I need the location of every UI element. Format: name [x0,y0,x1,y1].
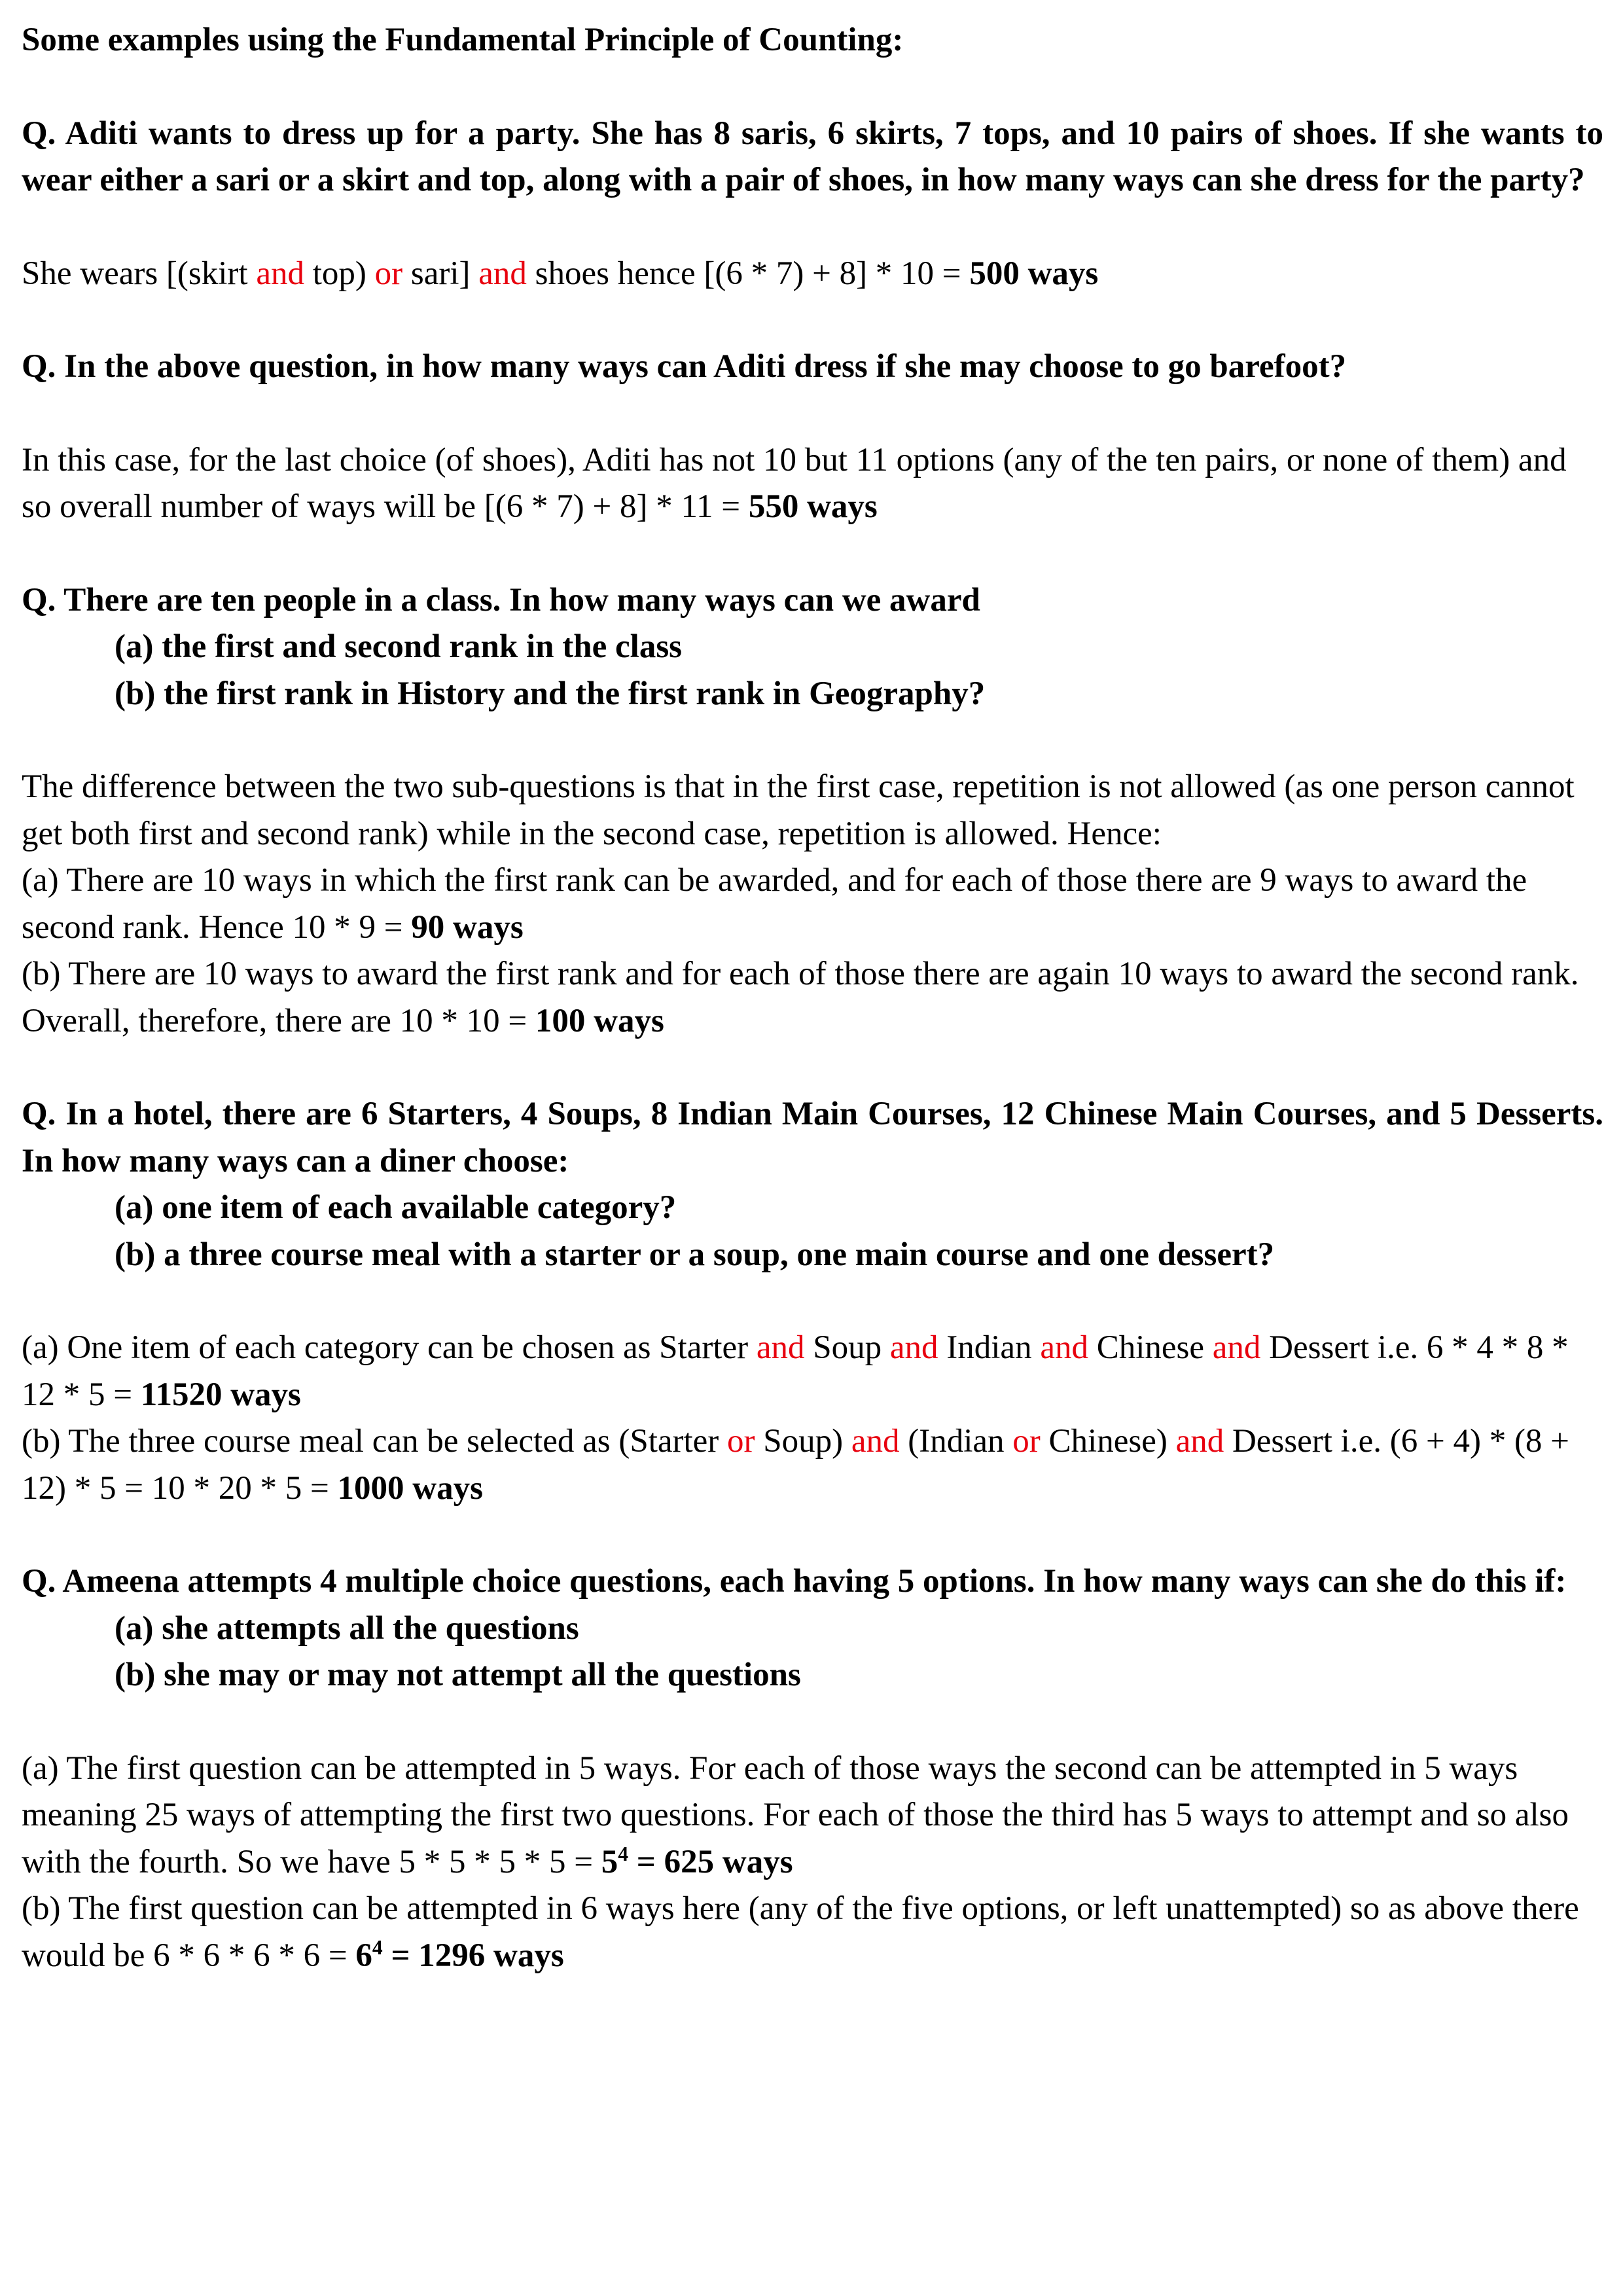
answer-text: Dessert i.e. 6 * 4 * 8 * 12 * 5 = [22,1329,1569,1413]
answer-aditi-barefoot [22,437,1603,531]
sub-item-b [22,1232,1623,1279]
answer-text: Indian [938,1329,1041,1366]
answer-result [355,1937,563,1974]
answer-result: 100 ways [535,1002,664,1039]
page-title [22,17,1603,64]
question-ten-people-ranks [22,577,1603,624]
sub-item-a [22,624,1623,671]
answer-text: (a) One item of each category can be chosen as Starter [22,1329,757,1366]
power-exponent: 4 [618,1842,629,1865]
spacer [22,204,1603,251]
conjunction-and: and [1040,1329,1088,1366]
power-base: 6 [355,1937,372,1974]
power-base: 5 [601,1843,618,1880]
answer-text: (b) There are 10 ways to award the first rank and for each of those there are again 10 ways to award the second rank. Overall, therefore, there are 10 * 10 = [22,956,1579,1039]
answer-text: (a) There are 10 ways in which the first rank can be awarded, and for each of those there are 9 ways to award the second rank. Hence 10 * 9 = [22,862,1527,946]
question-text: Q. In the above question, in how many ways can Aditi dress if she may choose to go barefoot? [22,348,1347,385]
conjunction-or: or [727,1423,755,1460]
answer-result [601,1844,793,1880]
spacer [22,1699,1603,1746]
answer-ten-people-intro [22,764,1603,857]
question-aditi-barefoot [22,344,1603,391]
conjunction-or: or [1012,1423,1041,1460]
sub-item-b [22,1652,1623,1699]
answer-result: 1000 ways [337,1469,483,1507]
sub-item-label: (b) she may or may not attempt all the questions [115,1657,801,1693]
conjunction-and: and [1212,1329,1261,1366]
spacer [22,297,1603,344]
answer-result-value: = 1296 ways [382,1937,564,1974]
answer-result: 11520 ways [140,1376,301,1413]
answer-hotel-a [22,1325,1603,1418]
conjunction-and: and [889,1329,938,1366]
conjunction-and: and [1175,1423,1224,1460]
sub-item-label: (a) the first and second rank in the class [115,628,683,665]
spacer [22,1512,1603,1558]
answer-result: 550 ways [748,488,878,525]
question-aditi-party [22,111,1603,204]
answer-text: (b) The first question can be attempted in 6 ways here (any of the five options, or left unattempted) so as above there would be 6 * 6 * 6 * 6 = [22,1890,1579,1974]
answer-result: 90 ways [411,908,524,946]
page-title-text: Some examples using the Fundamental Principle of Counting: [22,22,904,58]
answer-text: In this case, for the last choice (of shoes), Aditi has not 10 but 11 options (any of the ten pairs, or none of them) and so overall number of ways will be [(6 * 7) + 8] * 11 = [22,441,1567,525]
answer-ameena-a [22,1746,1603,1886]
question-text: Q. Ameena attempts 4 multiple choice questions, each having 5 options. In how many ways can she do this if: [22,1563,1567,1600]
answer-text: Soup [804,1329,890,1366]
answer-text: (Indian [899,1423,1013,1460]
question-hotel-menu [22,1091,1603,1185]
answer-text: (a) The first question can be attempted in 5 ways. For each of those ways the second can be attempted in 5 ways meaning 25 ways of attempting the first two questions. For each of those the third has 5 ways to attempt and so also with the fourth. So we have 5 * 5 * 5 * 5 = [22,1749,1569,1880]
conjunction-and: and [256,255,304,292]
answer-text: sari] [402,255,479,292]
question-text: Q. In a hotel, there are 6 Starters, 4 Soups, 8 Indian Main Courses, 12 Chinese Main Courses, and 5 Desserts. In how many ways can a diner choose: [22,1096,1603,1179]
answer-text: Dessert i.e. (6 + 4) * (8 + 12) * 5 = 10 * 20 * 5 = [22,1423,1569,1507]
spacer [22,1045,1603,1091]
answer-text: The difference between the two sub-questions is that in the first case, repetition is not allowed (as one person cannot get both first and second rank) while in the second case, repetition is allowed. Hence: [22,768,1575,852]
conjunction-and: and [478,255,527,292]
sub-item-label: (b) the first rank in History and the first rank in Geography? [115,675,986,712]
answer-aditi-party [22,251,1603,298]
answer-result: 500 ways [969,255,1099,292]
sub-item-label: (a) one item of each available category? [115,1189,677,1226]
answer-text: Chinese [1088,1329,1213,1366]
spacer [22,717,1603,764]
conjunction-and: and [851,1423,900,1460]
question-ameena-mcq [22,1558,1603,1605]
sub-item-a [22,1605,1623,1653]
sub-item-a [22,1185,1623,1232]
answer-text: shoes hence [(6 * 7) + 8] * 10 = [526,255,970,292]
answer-ten-people-a [22,857,1603,951]
answer-text: She wears [(skirt [22,255,257,292]
conjunction-or: or [374,255,403,292]
question-text: Q. Aditi wants to dress up for a party. She has 8 saris, 6 skirts, 7 tops, and 10 pairs of shoes. If she wants to wear either a sari or a skirt and top, along with a pair of shoes, in how many ways can she dress for the party? [22,115,1603,198]
conjunction-and: and [756,1329,805,1366]
answer-hotel-b [22,1418,1603,1512]
spacer [22,531,1603,577]
answer-result-value: = 625 ways [628,1843,793,1880]
answer-text: Chinese) [1040,1423,1176,1460]
answer-ameena-b [22,1886,1603,1979]
sub-item-label: (a) she attempts all the questions [115,1609,579,1647]
answer-text: (b) The three course meal can be selected as (Starter [22,1423,728,1460]
answer-ten-people-b [22,951,1603,1045]
question-text: Q. There are ten people in a class. In how many ways can we award [22,581,980,619]
power-exponent: 4 [372,1935,383,1959]
sub-item-b [22,671,1623,718]
sub-item-label: (b) a three course meal with a starter or a soup, one main course and one dessert? [115,1236,1275,1273]
spacer [22,1278,1603,1325]
spacer [22,64,1603,111]
spacer [22,391,1603,437]
answer-text: top) [304,255,375,292]
answer-text: Soup) [755,1423,851,1460]
